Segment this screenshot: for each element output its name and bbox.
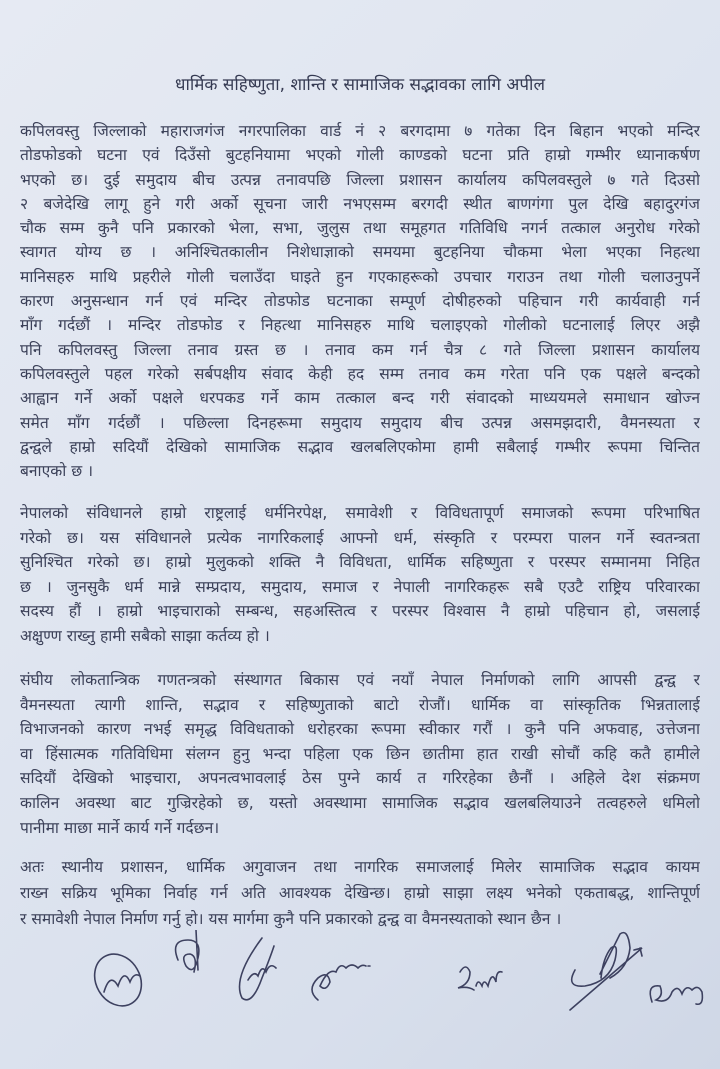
signature-7 xyxy=(650,986,702,1004)
text-line: सदियौं देखिको भाइचारा, अपनत्वभावलाई ठेस पुग्ने कार्य त गरिरहेका छैनौं । अहिले देश संक्रमण xyxy=(20,769,700,788)
text-line: मानिसहरु माथि प्रहरीले गोली चलाउँदा घाइते हुन गएकाहरूको उपचार गराउन तथा गोली चलाउनुपर्ने xyxy=(20,267,700,286)
text-line: कालिन अवस्था बाट गुज्रिरहेको छ, यस्तो अवस्थामा सामाजिक सद्भाव खलबलियाउने तत्वहरुले धमिलो xyxy=(20,793,700,812)
signature-6 xyxy=(570,933,642,1010)
text-line: सुनिश्चित गरेको छ। हाम्रो मुलुकको शक्ति नै विविधता, धार्मिक सहिष्णुता र परस्पर सम्मानमा निहित xyxy=(20,553,700,572)
signature-4 xyxy=(312,965,370,1000)
text-line: २ बजेदेखि लागू हुने गरी अर्को सूचना जारी नभएसम्म बरगदी स्थीत बाणगंगा पुल देखि बहादुरगंज xyxy=(20,194,700,213)
signature-5 xyxy=(458,967,502,990)
text-line: पनि कपिलवस्तु जिल्ला तनाव ग्रस्त छ । तनाव कम गर्न चैत्र ८ गते जिल्ला प्रशासन कार्यालय xyxy=(20,340,700,359)
signature-1 xyxy=(85,946,150,1015)
text-line: सदस्य हौं । हाम्रो भाइचाराको सम्बन्ध, सहअस्तित्व र परस्पर विश्वास नै हाम्रो पहिचान हो, जसलाई xyxy=(20,602,700,621)
paragraph-3 xyxy=(20,668,700,840)
text-line: तोडफोडको घटना एवं दिउँसो बुटहनियामा भएको गोली काण्डको घटना प्रति हाम्रो गम्भीर ध्यानाकर्षण xyxy=(20,146,700,165)
document-title: धार्मिक सहिष्णुता, शान्ति र सामाजिक सद्भावका लागि अपील xyxy=(175,75,545,95)
paragraph-2 xyxy=(20,501,700,649)
text-line: कपिलवस्तु जिल्लाको महाराजगंज नगरपालिका वार्ड नं २ बरगदामा ७ गतेका दिन बिहान भएको मन्दिर xyxy=(20,122,700,140)
paragraph-1 xyxy=(20,119,700,483)
text-line: गरेको छ। यस संविधानले प्रत्येक नागरिकलाई आफ्नो धर्म, संस्कृति र परम्परा पालन गर्ने स्वतन्त्रता xyxy=(20,528,700,547)
text-line: कपिलवस्तुले पहल गरेको सर्बपक्षीय संवाद केही हद सम्म तनाव कम गरेता पनि एक पक्षले बन्दको xyxy=(20,364,700,383)
text-line: चौक सम्म कुनै पनि प्रकारको भेला, सभा, जुलुस तथा समूहगत गतिविधि नगर्न तत्काल अनुरोध गरेको xyxy=(20,219,700,238)
text-line: संघीय लोकतान्त्रिक गणतन्त्रको संस्थागत बिकास एवं नयाँ नेपाल निर्माणको लागि आपसी द्वन्द्व र xyxy=(20,671,700,689)
text-line: नेपालको संविधानले हाम्रो राष्ट्रलाई धर्मनिरपेक्ष, समावेशी र विविधतापूर्ण समाजको रूपमा परिभाषित xyxy=(20,504,700,522)
signatures xyxy=(0,930,720,1040)
text-line: अतः स्थानीय प्रशासन, धार्मिक अगुवाजन तथा नागरिक समाजलाई मिलेर सामाजिक सद्भाव कायम xyxy=(20,858,700,876)
text-line: विभाजनको कारण नभई समृद्ध विविधताको धरोहरका रूपमा स्वीकार गरौं । कुनै पनि अफवाह, उत्तेजना xyxy=(20,720,700,739)
text-line: स्वागत योग्य छ । अनिश्चितकालीन निशेधाज्ञाको समयमा बुटहनिया चौकमा भेला भएका निहत्था xyxy=(20,243,700,262)
text-line: कारण अनुसन्धान गर्न एवं मन्दिर तोडफोड घटनाका सम्पूर्ण दोषीहरुको पहिचान गरी कार्यवाही गर्न xyxy=(20,292,700,311)
text-line: बनाएको छ । xyxy=(20,462,93,481)
text-line: पानीमा माछा मार्ने कार्य गर्ने गर्दछन। xyxy=(20,818,220,837)
text-line: छ । जुनसुकै धर्म मान्ने सम्प्रदाय, समुदाय, समाज र नेपाली नागरिकहरू सबै एउटै राष्ट्रिय परिवारका xyxy=(20,577,700,596)
text-line: समेत माँग गर्दछौं । पछिल्ला दिनहरूमा समुदाय समुदाय बीच उत्पन्न असमझदारी, वैमनस्यता र xyxy=(20,413,700,432)
text-line: र समावेशी नेपाल निर्माण गर्नु हो। यस मार्गमा कुनै पनि प्रकारको द्वन्द्व वा वैमनस्यताको स्थान छैन । xyxy=(20,910,562,928)
text-line: आह्वान गर्ने अर्को पक्षले धरपकड गर्ने काम तत्काल बन्द गरी संवादको माध्ययमले समाधान खोज्न xyxy=(20,389,700,408)
text-line: द्वन्द्वले हाम्रो सदियौं देखिको सामाजिक सद्भाव खलबलिएकोमा हामी सबैलाई गम्भीर रूपमा चिन्तित xyxy=(20,437,700,456)
text-line: माँग गर्दछौं । मन्दिर तोडफोड र निहत्था मानिसहरु माथि चलाइएको गोलीको घटनालाई लिएर अझै xyxy=(20,316,700,335)
paragraph-4 xyxy=(20,854,700,932)
text-line: वैमनस्यता त्यागी शान्ति, सद्भाव र सहिष्णुताको बाटो रोजौं। धार्मिक वा सांस्कृतिक भिन्नतालाई xyxy=(20,695,700,714)
signature-2 xyxy=(176,930,199,972)
text-line: भएको छ। दुई समुदाय बीच उत्पन्न तनावपछि जिल्ला प्रशासन कार्यालय कपिलवस्तुले ७ गते दिउसो xyxy=(20,170,700,189)
text-line: अक्षुण्ण राख्नु हामी सबैको साझा कर्तव्य हो । xyxy=(20,626,270,645)
text-line: वा हिंसात्मक गतिविधिमा संलग्न हुनु भन्दा पहिला एक छिन छातीमा हात राखी सोचौं कहि कतै हामीले xyxy=(20,744,700,763)
signature-3 xyxy=(240,938,277,1000)
text-line: राख्न सक्रिय भूमिका निर्वाह गर्न अति आवश्यक देखिन्छ। हाम्रो साझा लक्ष्य भनेको एकताबद्ध, शान्तिपूर्ण xyxy=(20,884,700,902)
